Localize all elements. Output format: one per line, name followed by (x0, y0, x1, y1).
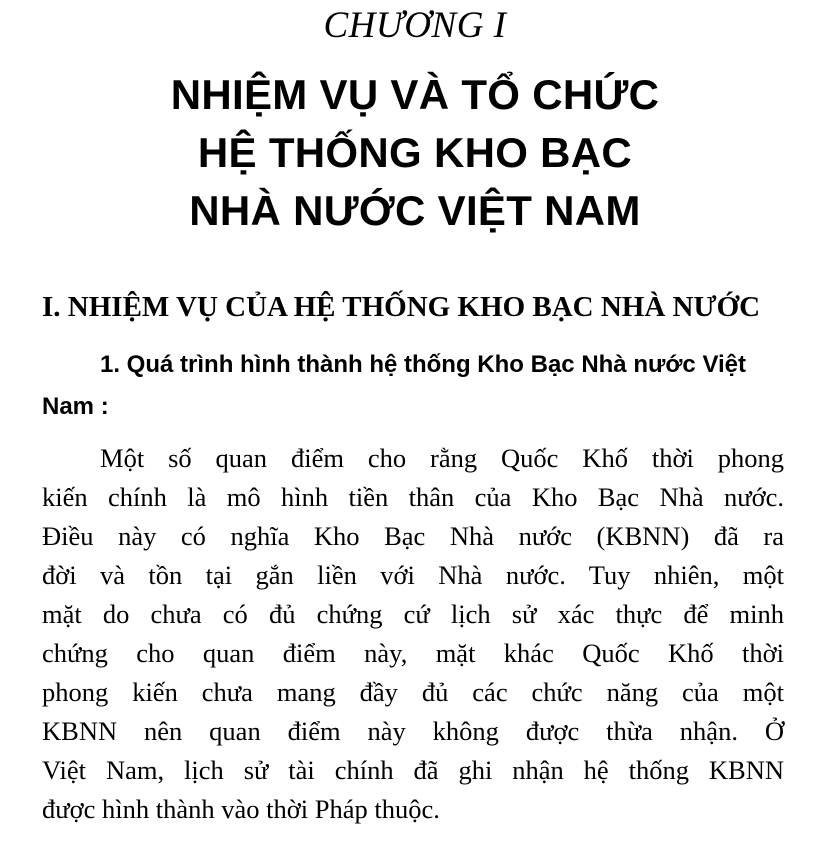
chapter-title (0, 66, 830, 240)
paragraph-line: Điều này có nghĩa Kho Bạc Nhà nước (KBNN) đã ra (42, 521, 784, 551)
paragraph-line: Việt Nam, lịch sử tài chính đã ghi nhận hệ thống KBNN (42, 755, 784, 785)
section-heading: I. NHIỆM VỤ CỦA HỆ THỐNG KHO BẠC NHÀ NƯỚC (42, 291, 761, 323)
paragraph-line: đời và tồn tại gắn liền với Nhà nước. Tuy nhiên, một (42, 560, 784, 590)
paragraph-line: kiến chính là mô hình tiền thân của Kho Bạc Nhà nước. (42, 482, 784, 512)
paragraph-line: phong kiến chưa mang đầy đủ các chức năng của một (42, 677, 784, 707)
paragraph-line: mặt do chưa có đủ chứng cứ lịch sử xác thực để minh (42, 599, 784, 629)
paragraph-line: Một số quan điểm cho rằng Quốc Khố thời phong (100, 443, 784, 473)
chapter-title-line: NHIỆM VỤ VÀ TỔ CHỨC (170, 71, 660, 118)
body-paragraph (42, 439, 784, 829)
paragraph-line: KBNN nên quan điểm này không được thừa nhận. Ở (42, 716, 784, 746)
paragraph-line: được hình thành vào thời Pháp thuộc. (42, 794, 440, 824)
chapter-title-line: HỆ THỐNG KHO BẠC (197, 129, 633, 176)
chapter-title-line: NHÀ NƯỚC VIỆT NAM (189, 187, 641, 234)
chapter-label: CHƯƠNG I (323, 5, 507, 46)
paragraph-line: chứng cho quan điểm này, mặt khác Quốc Khố thời (42, 638, 784, 668)
subsection-heading: 1. Quá trình hình thành hệ thống Kho Bạc Nhà nước Việt Nam : (42, 351, 747, 420)
